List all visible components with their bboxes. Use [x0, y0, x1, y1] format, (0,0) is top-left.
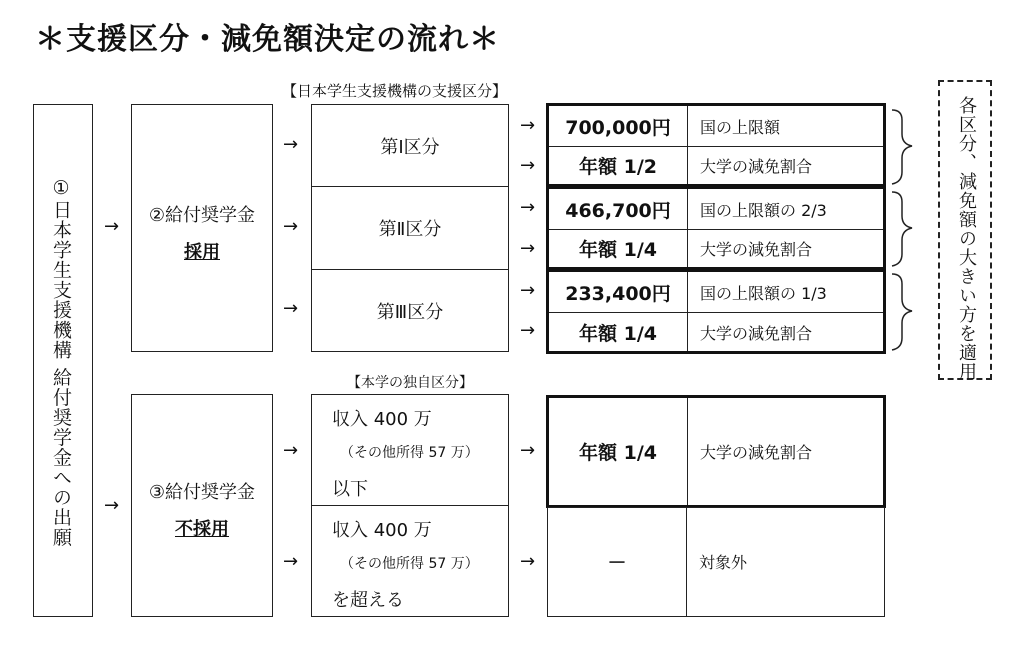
own2-result-table	[547, 507, 885, 617]
category2-box	[311, 186, 509, 270]
step1-label: ①日本学生支援機構 給付奨学金への出願	[50, 177, 72, 548]
arrow-to-category3: →	[283, 298, 299, 319]
arrow-c1-r1: →	[520, 115, 536, 136]
category3-result-table	[546, 269, 886, 354]
arrow-c1-r2: →	[520, 155, 536, 176]
arrow-to-category2: →	[283, 216, 299, 237]
arrow-own1-result: →	[520, 440, 536, 461]
category3-rate-desc: 大学の減免割合	[700, 323, 813, 343]
arrow-own2-result: →	[520, 551, 536, 572]
own1-rate: 年額 1/4	[579, 442, 657, 464]
brace-2	[892, 192, 912, 266]
category2-limit-desc: 国の上限額の 2/3	[700, 200, 827, 220]
arrow-c2-r1: →	[520, 197, 536, 218]
own1-line1: 収入 400 万	[332, 409, 432, 430]
step2-line1: ②給付奨学金	[148, 205, 256, 226]
arrow-to-own2: →	[283, 551, 299, 572]
step3-line1: ③給付奨学金	[148, 482, 256, 503]
own2-box	[311, 505, 509, 617]
category1-rate-desc: 大学の減免割合	[700, 157, 813, 176]
step1-box	[33, 104, 93, 617]
own2-line2: （その他所得 57 万）	[340, 556, 479, 572]
step2-adopted: 採用	[184, 242, 220, 263]
page-title: ＊支援区分・減免額決定の流れ＊	[35, 22, 500, 57]
category2-rate-desc: 大学の減免割合	[700, 240, 813, 259]
arrow-c3-r2: →	[520, 320, 536, 341]
own1-desc: 大学の減免割合	[700, 443, 813, 462]
category2-result-table	[546, 186, 886, 270]
step3-box	[131, 394, 273, 617]
arrow-to-own1: →	[283, 440, 299, 461]
category1-limit-amount: 700,000円	[565, 116, 671, 139]
category3-box	[311, 269, 509, 352]
brace-1	[892, 110, 912, 184]
own1-result-table	[546, 395, 886, 508]
category2-label: 第Ⅱ区分	[378, 219, 442, 240]
arrow-to-category1: →	[283, 134, 299, 155]
arrow-c3-r1: →	[520, 280, 536, 301]
jasso-caption: 【日本学生支援機構の支援区分】	[282, 82, 508, 100]
own-caption: 【本学の独自区分】	[347, 375, 473, 391]
own1-line2: （その他所得 57 万）	[340, 445, 479, 461]
category3-label: 第Ⅲ区分	[376, 301, 444, 323]
side-note-text: 各区分、減免額の大きい方を適用	[956, 96, 977, 381]
side-note-box	[938, 80, 992, 380]
arrow-c2-r2: →	[520, 238, 536, 259]
category3-limit-desc: 国の上限額の 1/3	[700, 283, 827, 303]
own2-desc: 対象外	[699, 553, 748, 572]
brace-3	[892, 274, 912, 350]
category2-limit-amount: 466,700円	[565, 199, 671, 222]
own2-line3: を超える	[332, 590, 404, 611]
arrow-step1-to-step3: →	[104, 495, 120, 516]
category1-rate: 年額 1/2	[579, 156, 657, 178]
step2-box	[131, 104, 273, 352]
own1-box	[311, 394, 509, 506]
category1-label: 第Ⅰ区分	[380, 136, 440, 158]
arrow-step1-to-step2: →	[104, 216, 120, 237]
category2-rate: 年額 1/4	[579, 239, 657, 261]
brace-group	[888, 106, 922, 356]
step3-rejected: 不採用	[175, 519, 229, 540]
own1-line3: 以下	[332, 479, 368, 500]
category1-box	[311, 104, 509, 187]
category3-rate: 年額 1/4	[579, 322, 657, 345]
category1-limit-desc: 国の上限額	[700, 117, 781, 137]
own2-rate: －	[607, 552, 627, 574]
category3-limit-amount: 233,400円	[565, 282, 671, 305]
category1-result-table	[546, 103, 886, 187]
own2-line1: 収入 400 万	[332, 520, 432, 541]
